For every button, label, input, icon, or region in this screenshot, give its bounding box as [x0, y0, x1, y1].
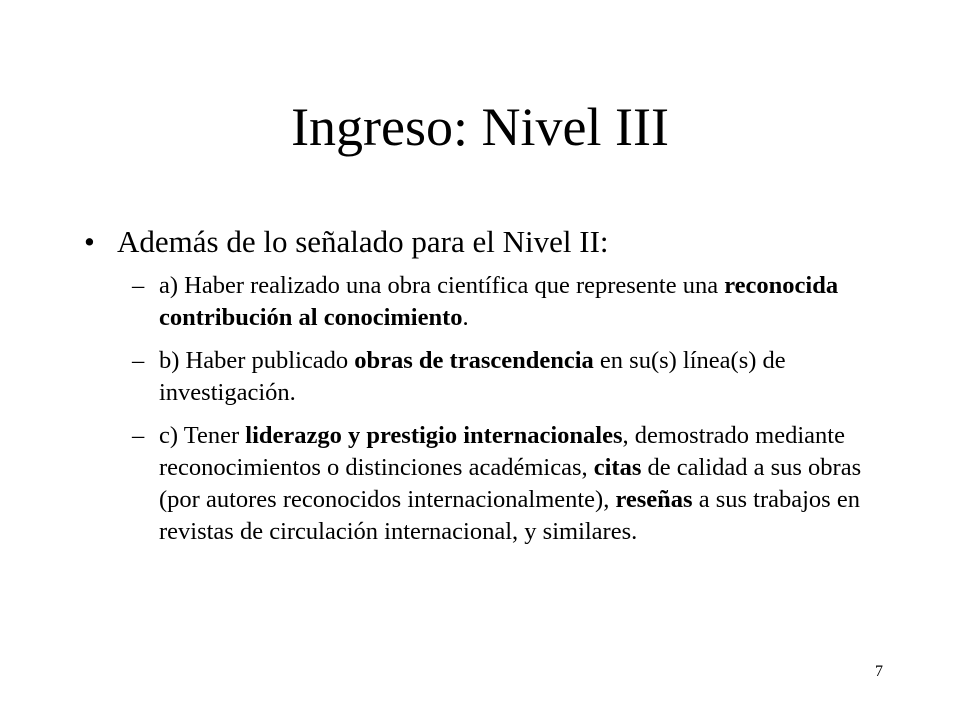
emphasis-segment: citas — [593, 454, 642, 481]
bullet-text: Además de lo señalado para el Nivel II: — [117, 224, 609, 259]
dash-mark: – — [132, 272, 145, 299]
sub-item-b — [132, 345, 892, 409]
emphasis-segment: reconocida contribución al conocimiento — [159, 272, 839, 331]
dash-mark: – — [132, 422, 145, 449]
text-segment: a sus trabajos en revistas de circulación internacional, y similares. — [159, 486, 860, 545]
slide-title: Ingreso: Nivel III — [291, 97, 669, 157]
text-segment: de calidad a sus obras (por autores reconocidos internacionalmente), — [159, 454, 862, 513]
sub-item-text — [159, 420, 892, 548]
sub-item-c — [132, 420, 892, 548]
bullet-item — [84, 222, 609, 262]
text-segment: en su(s) línea(s) de investigación. — [159, 347, 786, 406]
text-segment: . — [462, 304, 469, 331]
text-segment: a) Haber realizado una obra científica que represente una — [159, 272, 725, 299]
page-number: 7 — [875, 663, 883, 680]
dash-mark: – — [132, 347, 145, 374]
text-segment: b) Haber publicado — [159, 347, 355, 374]
emphasis-segment: reseñas — [615, 486, 693, 513]
text-segment: c) Tener — [159, 422, 246, 449]
emphasis-segment: obras de trascendencia — [354, 347, 594, 374]
emphasis-segment: liderazgo y prestigio internacionales — [245, 422, 623, 449]
sub-item-text — [159, 270, 892, 334]
bullet-mark: • — [84, 224, 95, 259]
sub-item-text — [159, 345, 892, 409]
text-segment: , demostrado mediante reconocimientos o distinciones académicas, — [159, 422, 845, 481]
sub-item-a — [132, 270, 892, 334]
sub-item-list — [132, 270, 892, 559]
